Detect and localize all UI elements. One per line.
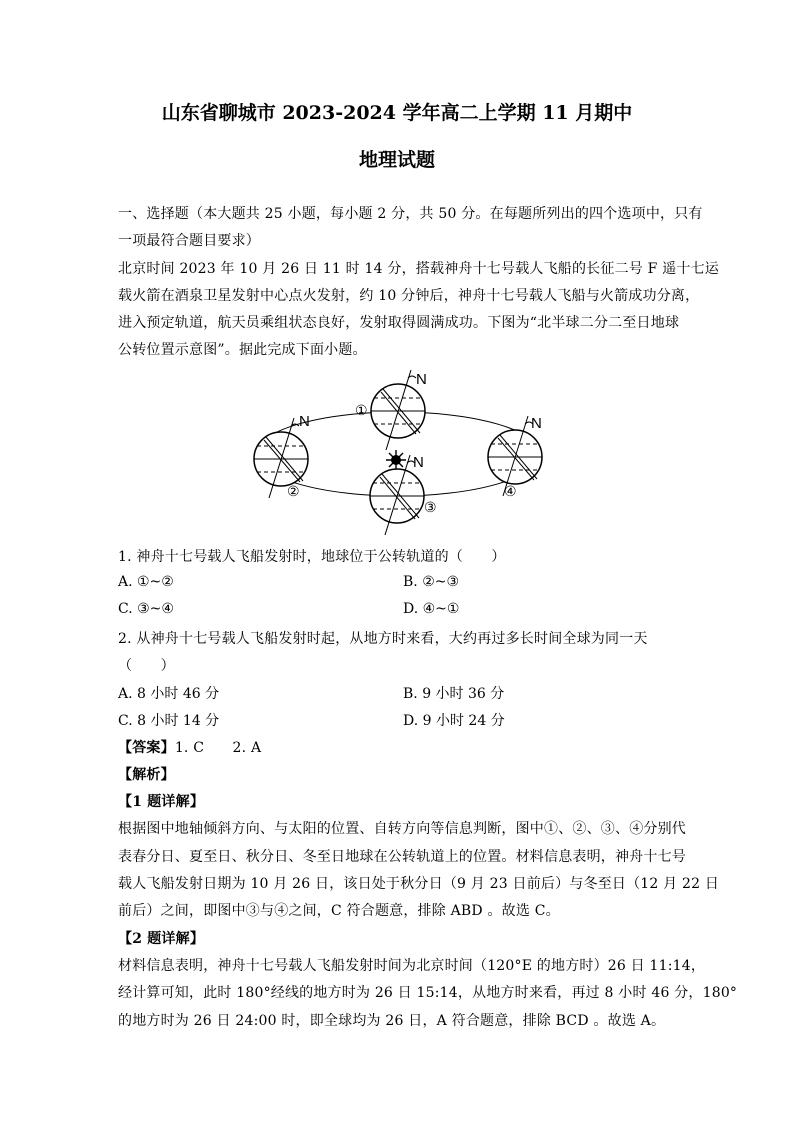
section-instruction-line: 一、选择题（本大题共 25 小题，每小题 2 分，共 50 分。在每题所列出的四个选项中，只有	[118, 206, 703, 222]
q2-option-c: C. 8 小时 14 分	[118, 713, 220, 729]
material-line: 北京时间 2023 年 10 月 26 日 11 时 14 分，搭载神舟十七号载人飞船的长征二号 F 遥十七运	[118, 261, 720, 277]
q2-option-d: D. 9 小时 24 分	[403, 713, 505, 729]
material-line: 进入预定轨道，航天员乘组状态良好，发射取得圆满成功。下图为“北半球二分二至日地球	[118, 315, 680, 331]
sun-icon	[386, 450, 406, 470]
north-label: N	[416, 371, 427, 388]
q1-option-c: C. ③~④	[118, 601, 174, 617]
q2-option-a: A. 8 小时 46 分	[118, 686, 220, 702]
q2-analysis-line: 材料信息表明，神舟十七号载人飞船发射时间为北京时间（120°E 的地方时）26 日 11:14，	[118, 958, 706, 974]
q1-option-a: A. ①~②	[118, 574, 174, 590]
q2-analysis-label: 【2 题详解】	[118, 931, 205, 947]
answer-label: 【答案】	[118, 740, 175, 756]
material-line: 公转位置示意图”。据此完成下面小题。	[118, 342, 367, 358]
position-label-2: ②	[287, 484, 300, 500]
position-label-4: ④	[504, 484, 517, 500]
north-label: N	[299, 413, 310, 430]
question-2-stem: 2. 从神舟十七号载人飞船发射时起，从地方时来看，大约再过多长时间全球为同一天	[118, 631, 648, 647]
q2-analysis-line: 的地方时为 26 日 24:00 时，即全球均为 26 日，A 符合题意，排除 BCD 。故选 A。	[118, 1013, 666, 1029]
position-label-3: ③	[424, 500, 437, 516]
question-2-stem-cont: （ ）	[118, 658, 175, 674]
q1-analysis-line: 根据图中地轴倾斜方向、与太阳的位置、自转方向等信息判断，图中①、②、③、④分别代	[118, 821, 686, 837]
q1-analysis-line: 表春分日、夏至日、秋分日、冬至日地球在公转轨道上的位置。材料信息表明，神舟十七号	[118, 849, 686, 865]
q1-analysis-line: 前后）之间，即图中③与④之间，C 符合题意，排除 ABD 。故选 C。	[118, 903, 560, 919]
earth-position-3	[370, 454, 424, 535]
q1-analysis-line: 载人飞船发射日期为 10 月 26 日，该日处于秋分日（9 月 23 日前后）与冬至日（12 月 22 日	[118, 876, 720, 892]
q1-option-b: B. ②~③	[403, 574, 460, 590]
q1-option-d: D. ④~①	[403, 601, 460, 617]
answer-text: 1. C 2. A	[174, 740, 262, 756]
material-line: 载火箭在酒泉卫星发射中心点火发射，约 10 分钟后，神舟十七号载人飞船与火箭成功分离，	[118, 288, 700, 304]
answer-line	[118, 737, 261, 757]
analysis-label: 【解析】	[118, 767, 175, 783]
north-label: N	[413, 454, 424, 471]
q2-analysis-line: 经计算可知，此时 180°经线的地方时为 26 日 15:14，从地方时来看，再过 8 小时 46 分，180°	[118, 985, 738, 1001]
earth-orbit-diagram	[240, 362, 560, 542]
question-1-stem: 1. 神舟十七号载人飞船发射时，地球位于公转轨道的（ ）	[118, 549, 506, 565]
q2-option-b: B. 9 小时 36 分	[403, 686, 505, 702]
section-instruction-line: 一项最符合题目要求）	[118, 233, 260, 249]
page-subtitle: 地理试题	[358, 149, 435, 171]
north-label: N	[531, 415, 542, 432]
position-label-1: ①	[355, 403, 368, 419]
page-title: 山东省聊城市 2023-2024 学年高二上学期 11 月期中	[161, 102, 633, 124]
earth-position-1	[371, 370, 427, 450]
q1-analysis-label: 【1 题详解】	[118, 794, 205, 810]
